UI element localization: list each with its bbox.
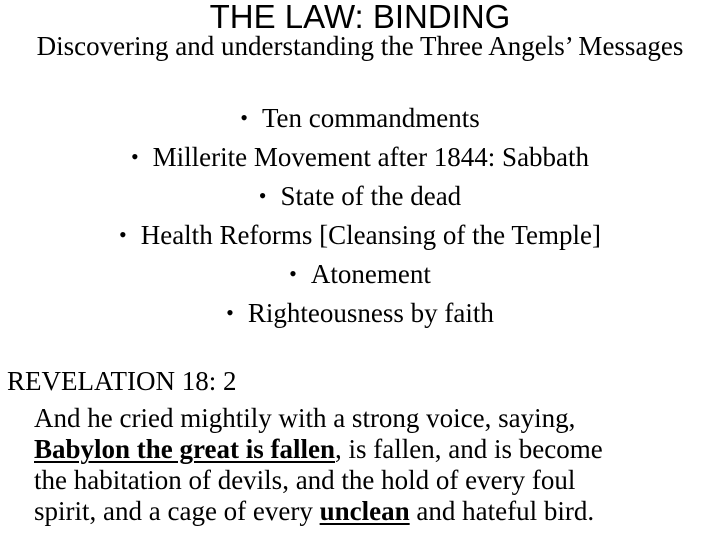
verse-line-4-start: spirit, and a cage of every — [34, 496, 320, 526]
verse-line-1: And he cried mightily with a strong voice, saying, — [34, 403, 576, 433]
bullet-item — [0, 98, 720, 137]
bullet-item — [0, 137, 720, 176]
scripture-verse — [34, 403, 720, 527]
bullet-icon: • — [289, 261, 297, 286]
bullet-icon: • — [119, 222, 127, 247]
bullet-list — [0, 98, 720, 332]
slide-title: THE LAW: BINDING — [209, 0, 511, 35]
verse-line-4-end: and hateful bird. — [409, 496, 595, 526]
verse-line-3: the habitation of devils, and the hold of every foul — [34, 465, 576, 495]
bullet-icon: • — [226, 300, 234, 325]
bullet-item — [0, 254, 720, 293]
verse-emphasis-unclean: unclean — [319, 496, 410, 526]
bullet-text: Atonement — [310, 259, 431, 289]
slide-subtitle: Discovering and understanding the Three Angels’ Messages — [36, 31, 684, 61]
verse-emphasis-babylon: Babylon the great is fallen — [34, 434, 336, 464]
bullet-icon: • — [240, 105, 248, 130]
bullet-text: Ten commandments — [261, 103, 480, 133]
bullet-text: Righteousness by faith — [247, 298, 494, 328]
scripture-reference: REVELATION 18: 2 — [7, 366, 237, 396]
verse-line-2-rest: , is fallen, and is become — [335, 434, 603, 464]
bullet-icon: • — [130, 144, 139, 169]
bullet-item — [0, 176, 720, 215]
bullet-item — [0, 293, 720, 332]
bullet-text: Millerite Movement after 1844: Sabbath — [152, 142, 590, 172]
bullet-text: Health Reforms [Cleansing of the Temple] — [140, 220, 601, 250]
bullet-icon: • — [258, 183, 267, 208]
bullet-item — [0, 215, 720, 254]
verse-line-4 — [34, 496, 720, 527]
bullet-text: State of the dead — [280, 181, 462, 211]
verse-line-2 — [34, 434, 720, 465]
